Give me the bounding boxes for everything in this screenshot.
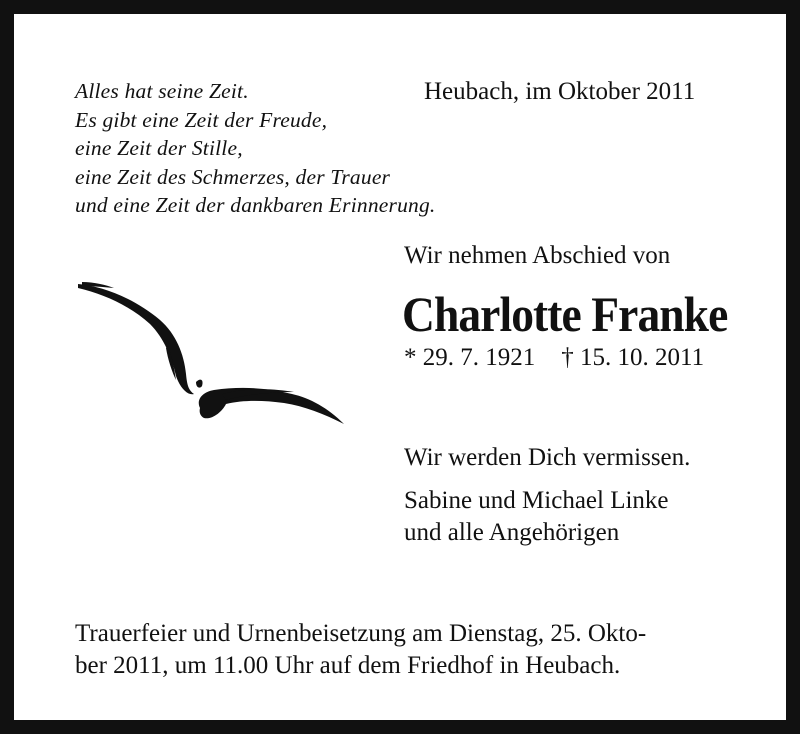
signer-line: und alle Angehörigen bbox=[404, 519, 620, 546]
ceremony-notice bbox=[75, 618, 646, 682]
ceremony-line: Trauerfeier und Urnenbeisetzung am Dienstag, 25. Okto- bbox=[75, 620, 647, 647]
signers bbox=[404, 485, 669, 549]
death-date: † 15. 10. 2011 bbox=[561, 344, 705, 371]
bird-silhouette-icon bbox=[72, 276, 352, 431]
birth-date: * 29. 7. 1921 bbox=[404, 344, 536, 371]
poem bbox=[75, 77, 436, 220]
poem-line: Es gibt eine Zeit der Freude, bbox=[75, 107, 328, 132]
life-dates bbox=[404, 342, 704, 374]
deceased-name: Charlotte Franke bbox=[402, 286, 728, 342]
signer-line: Sabine und Michael Linke bbox=[404, 487, 669, 514]
poem-line: und eine Zeit der dankbaren Erinnerung. bbox=[75, 193, 436, 217]
miss-line: Wir werden Dich vermissen. bbox=[404, 444, 691, 471]
intro-text: Wir nehmen Abschied von bbox=[404, 242, 671, 269]
poem-line: eine Zeit des Schmerzes, der Trauer bbox=[75, 164, 391, 189]
ceremony-line: ber 2011, um 11.00 Uhr auf dem Friedhof in Heubach. bbox=[75, 652, 621, 679]
poem-line: Alles hat seine Zeit. bbox=[75, 79, 249, 103]
place-date: Heubach, im Oktober 2011 bbox=[424, 78, 696, 105]
poem-line: eine Zeit der Stille, bbox=[75, 136, 243, 160]
